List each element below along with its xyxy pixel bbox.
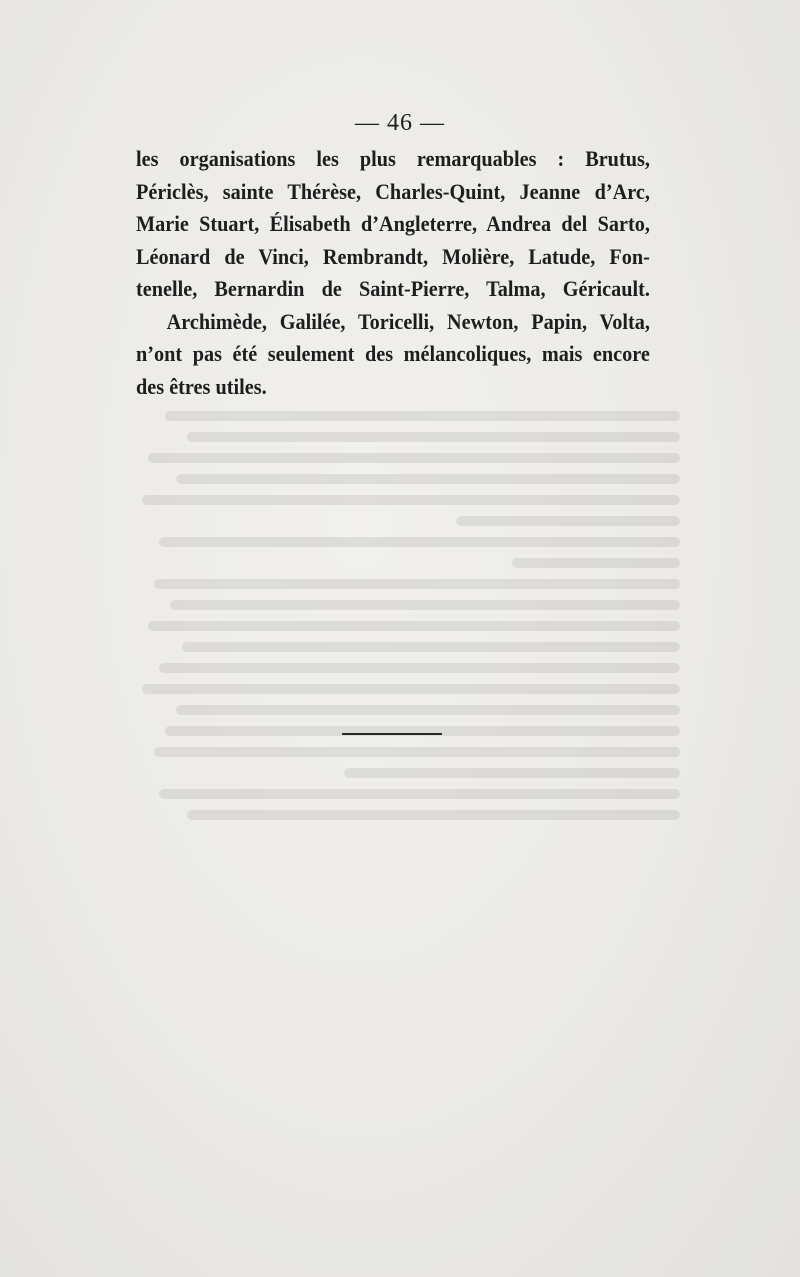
text-line: les organisations les plus remarquables : Brutus, bbox=[136, 146, 650, 171]
show-through-text bbox=[120, 400, 680, 1080]
text-line: n’ont pas été seulement des mélancoliques, mais encore bbox=[136, 341, 650, 366]
text-line: Marie Stuart, Élisabeth d’Angleterre, Andrea del Sarto, bbox=[136, 211, 650, 236]
section-divider bbox=[342, 733, 442, 735]
text-line: Archimède, Galilée, Toricelli, Newton, Papin, Volta, bbox=[166, 308, 650, 334]
text-line: Périclès, sainte Thérèse, Charles-Quint, Jeanne d’Arc, bbox=[136, 178, 650, 204]
text-line: Léonard de Vinci, Rembrandt, Molière, Latude, Fon- bbox=[136, 243, 650, 269]
body-text bbox=[136, 143, 650, 403]
page-number: — 46 — bbox=[355, 110, 445, 136]
text-line: tenelle, Bernardin de Saint-Pierre, Talma, Géricault. bbox=[136, 276, 650, 301]
text-line: des êtres utiles. bbox=[136, 373, 267, 399]
